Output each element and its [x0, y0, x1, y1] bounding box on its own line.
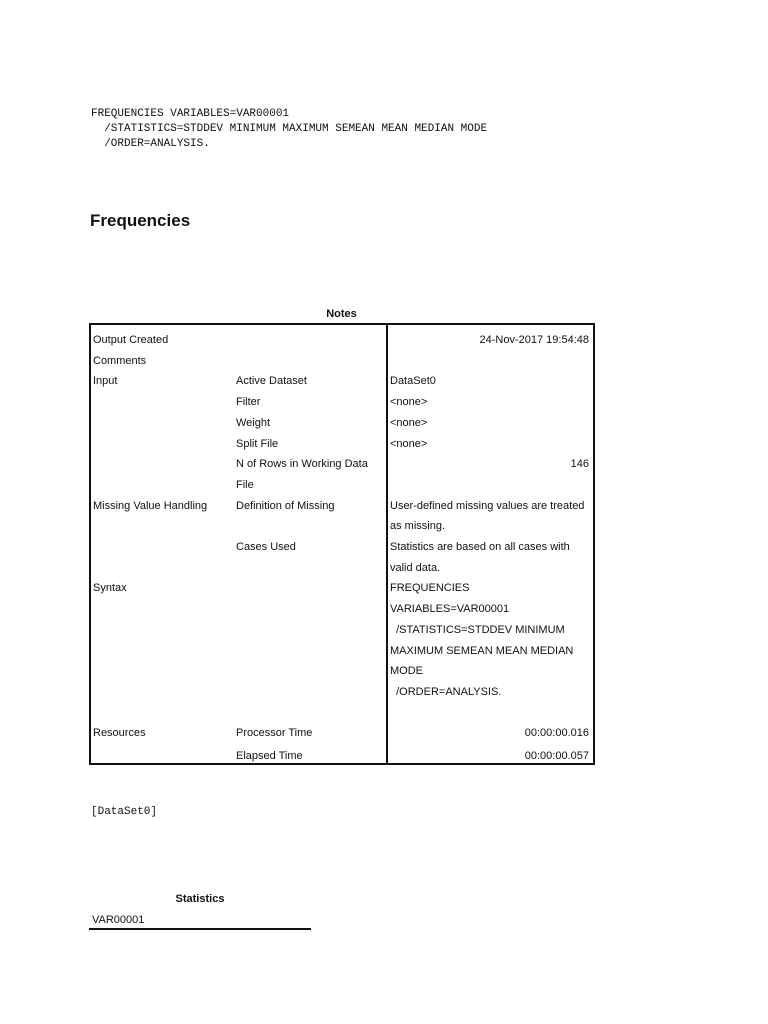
definition-of-missing-value-line2: as missing. — [390, 520, 446, 533]
syntax-line: /STATISTICS=STDDEV MINIMUM MAXIMUM SEMEAN MEAN MEDIAN MODE — [91, 123, 488, 135]
dataset-label: [DataSet0] — [91, 806, 158, 818]
syntax-value-line: MODE — [390, 665, 423, 678]
syntax-line: FREQUENCIES VARIABLES=VAR00001 — [91, 108, 290, 120]
syntax-value-line: /ORDER=ANALYSIS. — [390, 685, 502, 698]
filter-value: <none> — [390, 396, 428, 409]
cases-used-value-line2: valid data. — [390, 561, 441, 574]
statistics-variable-label: VAR00001 — [92, 914, 145, 926]
resources-label: Resources — [93, 727, 146, 740]
elapsed-time-value: 00:00:00.057 — [524, 749, 589, 762]
syntax-line: /ORDER=ANALYSIS. — [91, 138, 210, 150]
definition-of-missing-value-line1: User-defined missing values are treated — [390, 499, 585, 512]
notes-title: Notes — [326, 308, 357, 320]
notes-column-divider — [386, 325, 388, 763]
filter-label: Filter — [236, 396, 261, 409]
output-created-value: 24-Nov-2017 19:54:48 — [479, 334, 589, 346]
syntax-value-line: MAXIMUM SEMEAN MEAN MEDIAN — [390, 644, 574, 657]
syntax-value-line: /STATISTICS=STDDEV MINIMUM — [390, 623, 565, 636]
processor-time-value: 00:00:00.016 — [524, 727, 589, 740]
definition-of-missing-label: Definition of Missing — [236, 499, 335, 512]
n-rows-label-line1: N of Rows in Working Data — [236, 458, 368, 471]
cases-used-value-line1: Statistics are based on all cases with — [390, 541, 570, 553]
comments-label: Comments — [93, 354, 147, 367]
split-file-label: Split File — [236, 437, 279, 450]
active-dataset-label: Active Dataset — [236, 375, 307, 388]
statistics-title: Statistics — [175, 893, 225, 905]
syntax-block — [91, 107, 487, 152]
syntax-label: Syntax — [93, 582, 127, 595]
cases-used-label: Cases Used — [236, 541, 296, 553]
statistics-table-rule — [89, 928, 311, 930]
n-rows-label-line2: File — [236, 478, 254, 491]
elapsed-time-label: Elapsed Time — [236, 749, 303, 762]
missing-value-handling-label: Missing Value Handling — [93, 499, 208, 512]
input-label: Input — [93, 375, 118, 388]
n-rows-value: 146 — [570, 458, 589, 471]
weight-value: <none> — [390, 416, 428, 429]
processor-time-label: Processor Time — [236, 727, 313, 740]
output-created-label: Output Created — [93, 334, 169, 346]
weight-label: Weight — [236, 416, 271, 429]
syntax-value-line: FREQUENCIES — [390, 582, 470, 595]
active-dataset-value: DataSet0 — [390, 375, 436, 388]
syntax-value-line: VARIABLES=VAR00001 — [390, 603, 510, 616]
split-file-value: <none> — [390, 437, 428, 450]
page-heading: Frequencies — [90, 211, 191, 230]
notes-table — [89, 323, 595, 765]
